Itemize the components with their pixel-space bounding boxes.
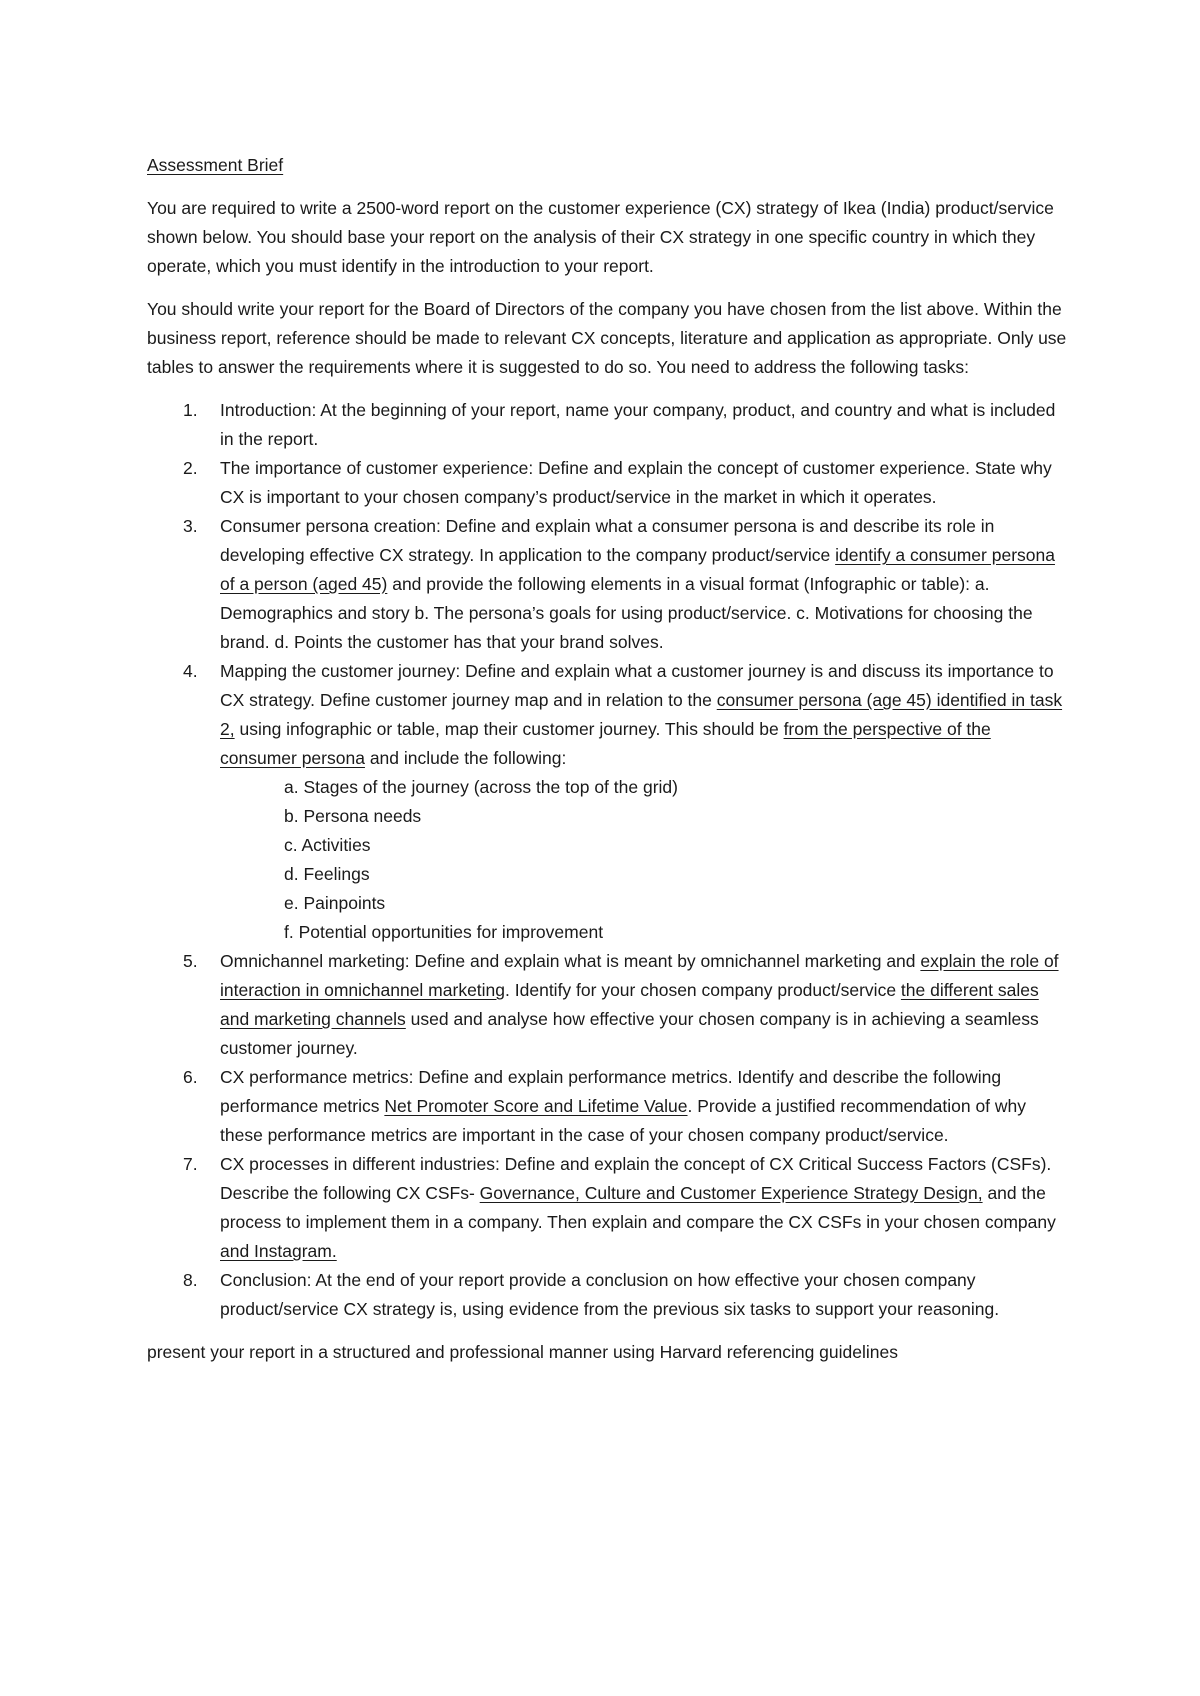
task-item-6	[147, 1063, 1067, 1150]
underlined-phrase: Governance, Culture and Customer Experience Strategy Design,	[479, 1183, 983, 1203]
task-item-4	[147, 657, 1067, 947]
task-list	[147, 396, 1067, 1324]
task-text: . Identify for your chosen company product/service	[505, 980, 901, 1000]
task-number: 1.	[183, 400, 198, 420]
task-text: and the process to implement them in a company. Then explain and compare the CX CSFs in your chosen company	[220, 1183, 1056, 1232]
task-text: used and analyse how effective your chosen company is in achieving a seamless customer journey.	[220, 1009, 1039, 1058]
task-text: using infographic or table, map their customer journey. This should be	[234, 719, 784, 739]
task-number: 8.	[183, 1270, 198, 1290]
underlined-phrase: consumer persona (age 45) identified in task 2,	[220, 690, 1063, 739]
sub-item: e. Painpoints	[284, 893, 386, 913]
sub-item: b. Persona needs	[284, 806, 422, 826]
task-text: and include the following:	[364, 748, 567, 768]
intro-paragraph-1: You are required to write a 2500-word report on the customer experience (CX) strategy of Ikea (India) product/service shown below. You should base your report on the analysis of their CX strategy in one specific country in which they operate, which you must identify in the introduction to your report.	[147, 198, 1054, 276]
task-text: CX performance metrics: Define and explain performance metrics. Identify and describe the following performance metrics	[220, 1067, 1002, 1116]
underlined-phrase: explain the role of interaction in omnichannel marketing	[220, 951, 1059, 1000]
sub-item: a. Stages of the journey (across the top of the grid)	[284, 777, 678, 797]
task-text: CX processes in different industries: Define and explain the concept of CX Critical Success Factors (CSFs). Describe the following CX CSFs-	[220, 1154, 1052, 1203]
task-text: and provide the following elements in a visual format (Infographic or table): a. Demographics and story b. The persona’s goals for using product/service. c. Motivations for choosing the brand. d. Points the customer has that your brand solves.	[220, 574, 1033, 652]
document-page	[147, 151, 1067, 1367]
underlined-phrase: identify a consumer persona of a person (aged 45)	[220, 545, 1055, 594]
task-text: The importance of customer experience: Define and explain the concept of customer experience. State why CX is important to your chosen company’s product/service in the market in which it operates.	[220, 458, 1052, 507]
task-item-8	[147, 1266, 1067, 1324]
task-number: 2.	[183, 458, 198, 478]
task-item-3	[147, 512, 1067, 657]
journey-elements-list	[220, 773, 1067, 947]
task-text: . Provide a justified recommendation of why these performance metrics are important in the case of your chosen company product/service.	[220, 1096, 1027, 1145]
task-number: 6.	[183, 1067, 198, 1087]
task-item-1	[147, 396, 1067, 454]
task-item-7	[147, 1150, 1067, 1266]
underlined-phrase: and Instagram.	[220, 1241, 337, 1261]
task-number: 4.	[183, 661, 198, 681]
task-item-5	[147, 947, 1067, 1063]
task-number: 7.	[183, 1154, 198, 1174]
underlined-phrase: Net Promoter Score and Lifetime Value	[384, 1096, 688, 1116]
task-item-2	[147, 454, 1067, 512]
sub-item: f. Potential opportunities for improvement	[284, 922, 604, 942]
task-text: Introduction: At the beginning of your report, name your company, product, and country and what is included in the report.	[220, 400, 1056, 449]
task-text: Consumer persona creation: Define and explain what a consumer persona is and describe its role in developing effective CX strategy. In application to the company product/service	[220, 516, 995, 565]
sub-item: c. Activities	[284, 835, 371, 855]
intro-paragraph-2: You should write your report for the Board of Directors of the company you have chosen from the list above. Within the business report, reference should be made to relevant CX concepts, literature and application as appropriate. Only use tables to answer the requirements where it is suggested to do so. You need to address the following tasks:	[147, 299, 1067, 377]
task-number: 5.	[183, 951, 198, 971]
task-text: Conclusion: At the end of your report provide a conclusion on how effective your chosen company product/service CX strategy is, using evidence from the previous six tasks to support your reasoning.	[220, 1270, 1000, 1319]
underlined-phrase: from the perspective of the consumer persona	[220, 719, 991, 768]
underlined-phrase: the different sales and marketing channels	[220, 980, 1039, 1029]
task-number: 3.	[183, 516, 198, 536]
document-title: Assessment Brief	[147, 155, 284, 175]
sub-item: d. Feelings	[284, 864, 370, 884]
task-text: Mapping the customer journey: Define and explain what a customer journey is and discuss its importance to CX strategy. Define customer journey map and in relation to the	[220, 661, 1054, 710]
closing-paragraph: present your report in a structured and professional manner using Harvard referencing guidelines	[147, 1342, 898, 1362]
task-text: Omnichannel marketing: Define and explain what is meant by omnichannel marketing and	[220, 951, 921, 971]
